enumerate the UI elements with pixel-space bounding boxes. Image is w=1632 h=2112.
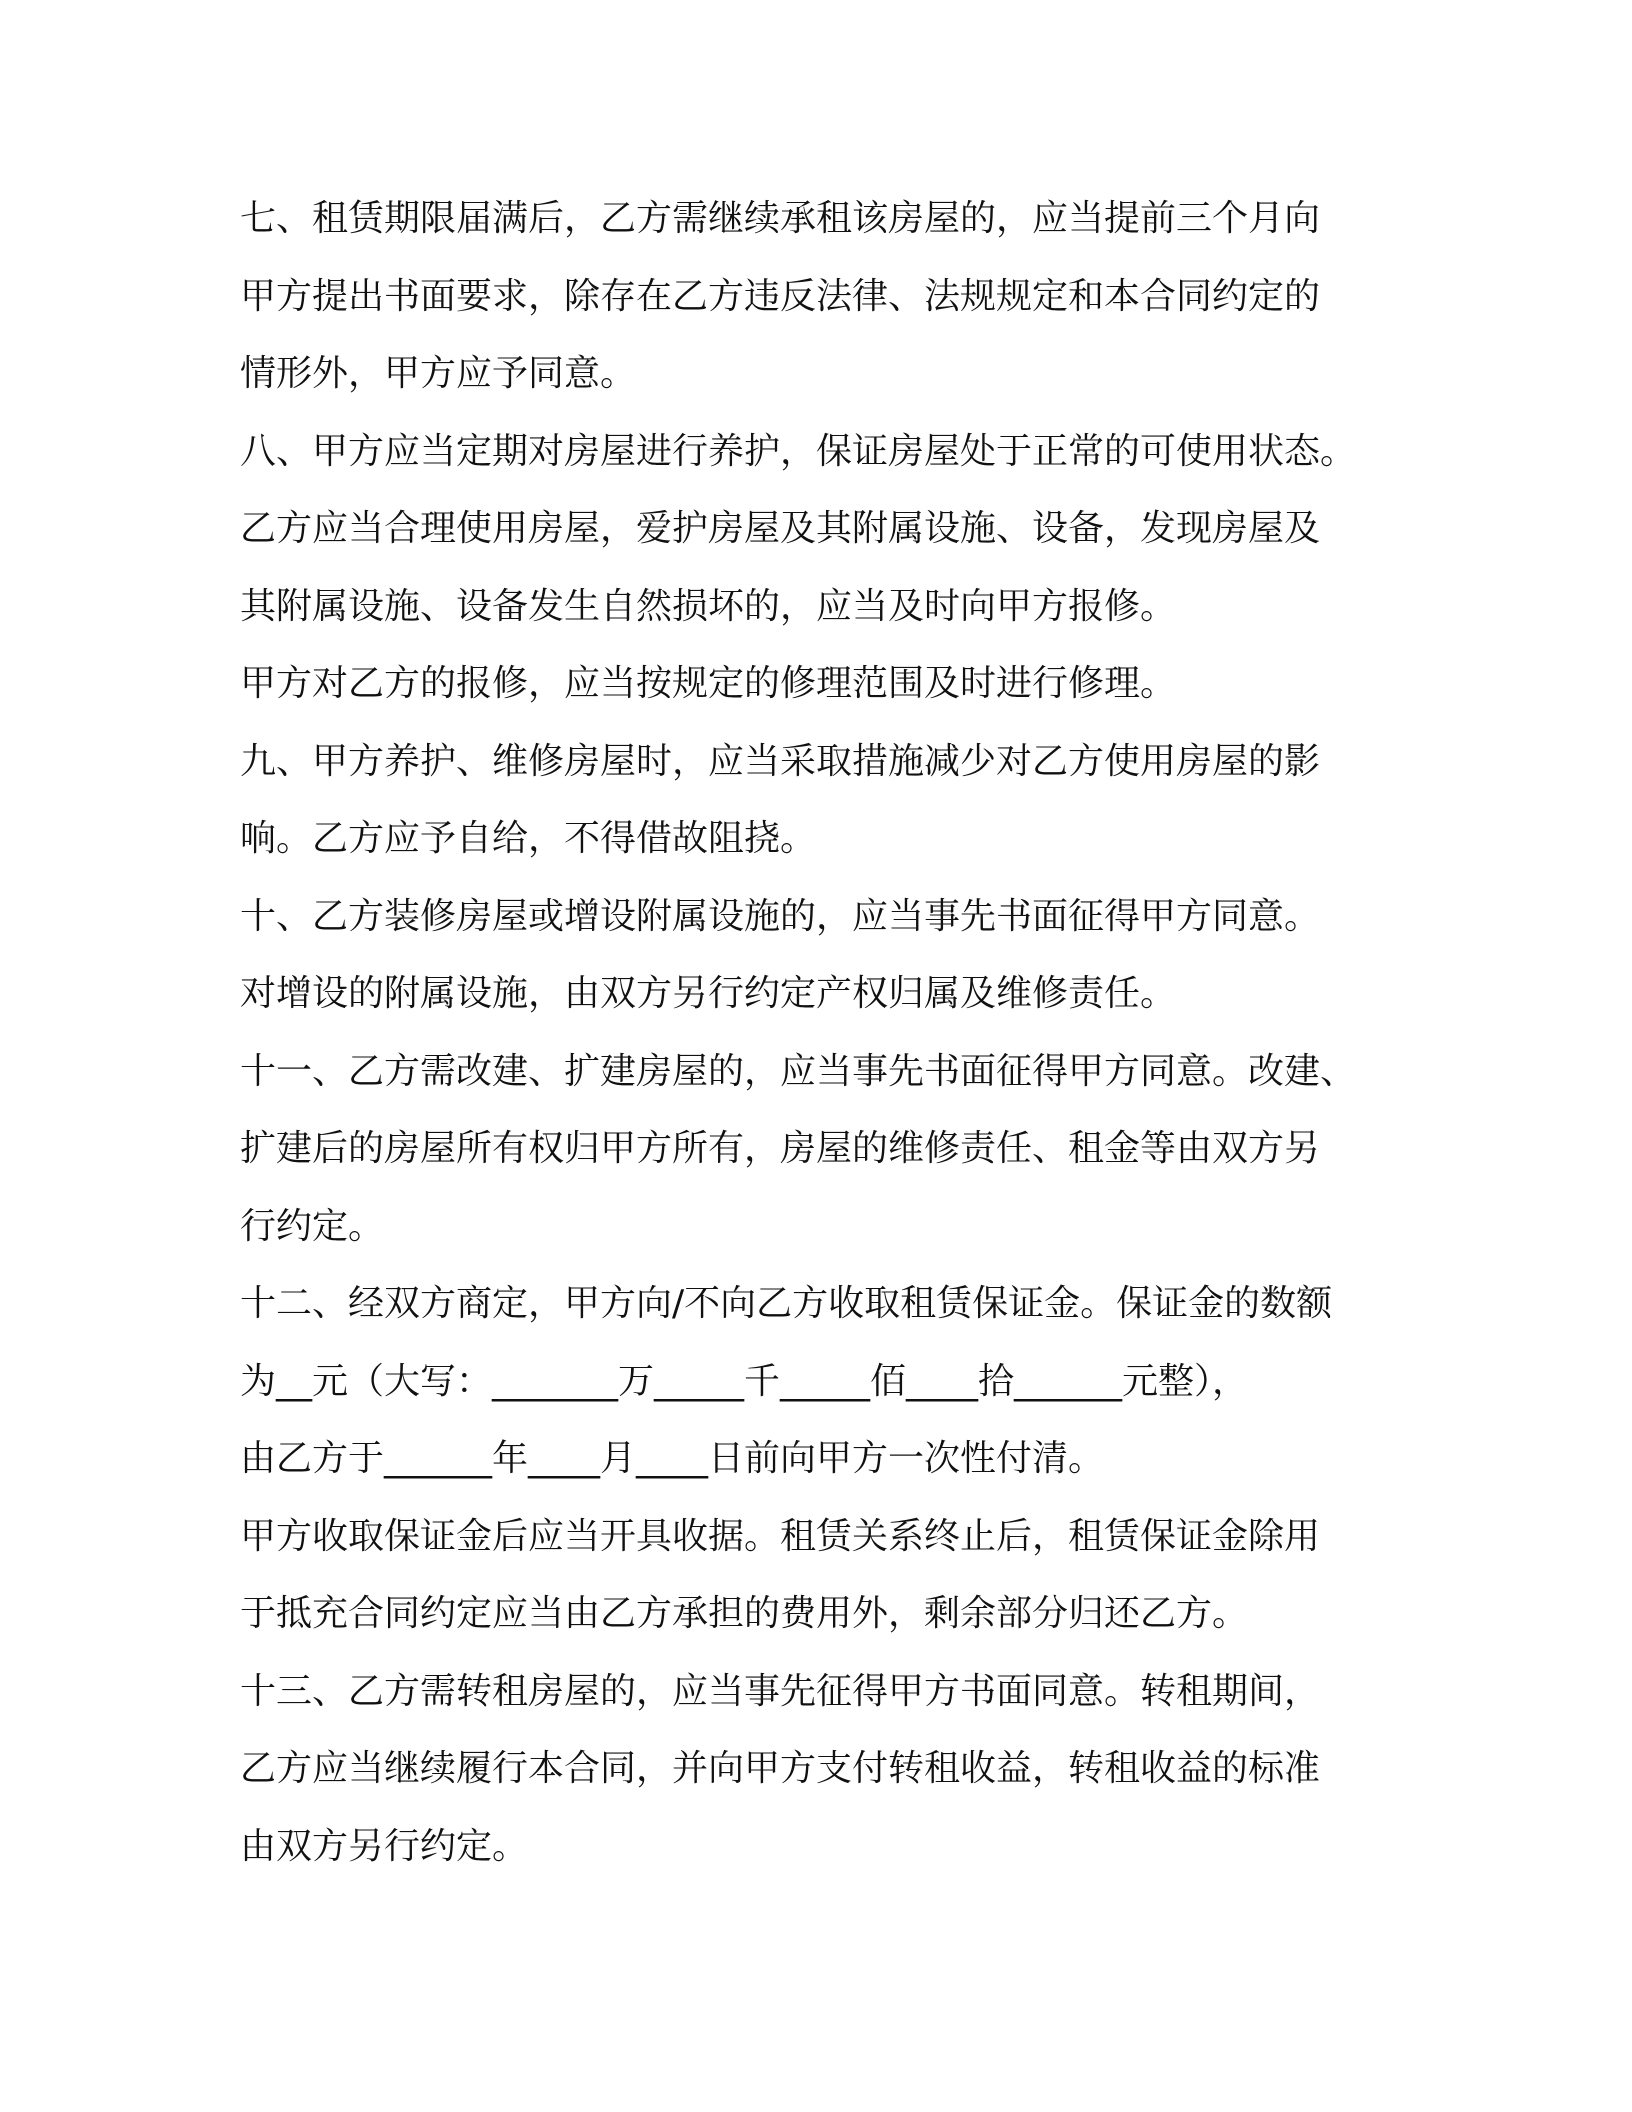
text-line: 七、租赁期限届满后，乙方需继续承租该房屋的，应当提前三个月向 xyxy=(240,198,1321,239)
text-line: 于抵充合同约定应当由乙方承担的费用外，剩余部分归还乙方。 xyxy=(240,1593,1249,1634)
text-line: 由双方另行约定。 xyxy=(240,1825,529,1867)
text-line: 乙方应当继续履行本合同，并向甲方支付转租收益，转租收益的标准 xyxy=(240,1748,1321,1789)
text-line: 甲方收取保证金后应当开具收据。租赁关系终止后，租赁保证金除用 xyxy=(240,1515,1321,1557)
text-line: 甲方对乙方的报修，应当按规定的修理范围及时进行修理。 xyxy=(240,663,1177,704)
text-line: 响。乙方应予自给，不得借故阻挠。 xyxy=(240,818,817,859)
text-line: 对增设的附属设施，由双方另行约定产权归属及维修责任。 xyxy=(240,973,1177,1014)
text-line: 十、乙方装修房屋或增设附属设施的，应当事先书面征得甲方同意。 xyxy=(240,895,1321,937)
text-line: 扩建后的房屋所有权归甲方所有，房屋的维修责任、租金等由双方另 xyxy=(240,1128,1321,1169)
text-line: 十一、乙方需改建、扩建房屋的，应当事先书面征得甲方同意。改建、 xyxy=(240,1050,1357,1092)
text-line: 由乙方于______年____月____日前向甲方一次性付清。 xyxy=(240,1438,1105,1479)
text-line: 十二、经双方商定，甲方向/不向乙方收取租赁保证金。保证金的数额 xyxy=(240,1283,1333,1324)
text-line: 其附属设施、设备发生自然损坏的，应当及时向甲方报修。 xyxy=(240,585,1177,627)
text-line: 八、甲方应当定期对房屋进行养护，保证房屋处于正常的可使用状态。 xyxy=(240,430,1357,472)
text-line: 行约定。 xyxy=(240,1205,385,1247)
contract-text xyxy=(240,180,1400,1885)
text-line: 十三、乙方需转租房屋的，应当事先征得甲方书面同意。转租期间， xyxy=(240,1670,1321,1712)
text-line: 乙方应当合理使用房屋，爱护房屋及其附属设施、设备，发现房屋及 xyxy=(240,508,1321,549)
text-line: 甲方提出书面要求，除存在乙方违反法律、法规规定和本合同约定的 xyxy=(240,275,1321,317)
text-line: 九、甲方养护、维修房屋时，应当采取措施减少对乙方使用房屋的影 xyxy=(240,740,1321,782)
text-line: 情形外，甲方应予同意。 xyxy=(240,353,637,394)
text-line: 为__元（大写：_______万_____千_____佰____拾______元整）， xyxy=(240,1360,1249,1402)
